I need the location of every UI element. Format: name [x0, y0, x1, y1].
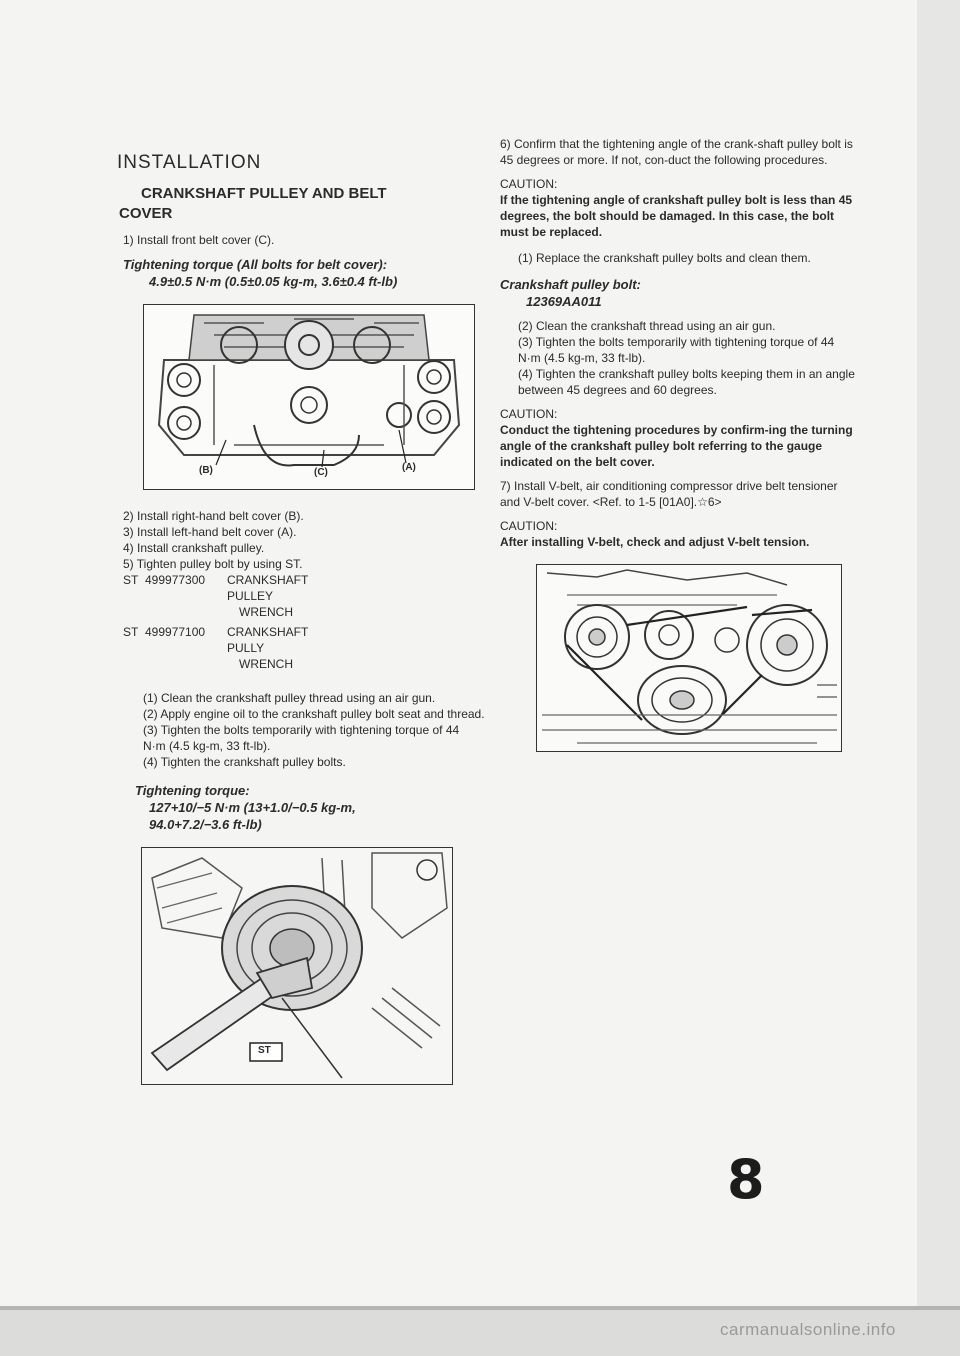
subsection-heading-line2: COVER — [119, 205, 173, 222]
page-number: 8 — [727, 1148, 763, 1211]
st-name-line2: WRENCH — [239, 657, 293, 671]
torque-2-label: Tightening torque: — [135, 783, 250, 798]
st-prefix: ST — [123, 573, 139, 587]
substep-2: (2) Apply engine oil to the crankshaft pulley bolt seat and thread. — [143, 707, 485, 721]
st-name-line1: CRANKSHAFT PULLY — [227, 625, 309, 655]
caution-1-title: CAUTION: — [500, 177, 558, 191]
figure-label-st: ST — [258, 1045, 271, 1056]
bolt-label: Crankshaft pulley bolt: — [500, 277, 641, 292]
right-column — [500, 130, 860, 752]
right-substep-2: (2) Clean the crankshaft thread using an air gun. — [518, 319, 776, 333]
caution-1-text: If the tightening angle of crankshaft pulley bolt is less than 45 degrees, the bolt should be damaged. In this case, the bolt must be replaced. — [500, 193, 853, 239]
torque-1-label: Tightening torque (All bolts for belt cover): — [123, 257, 388, 272]
special-tool-row — [123, 572, 485, 620]
figure-label-c: (C) — [314, 467, 328, 478]
substep-1: (1) Clean the crankshaft pulley thread using an air gun. — [143, 691, 436, 705]
st-name — [227, 624, 347, 672]
subsection-heading-line1: CRANKSHAFT PULLEY AND BELT — [141, 185, 387, 202]
step-5: 5) Tighten pulley bolt by using ST. — [123, 557, 303, 571]
st-prefix: ST — [123, 625, 139, 639]
step-3: 3) Install left-hand belt cover (A). — [123, 525, 297, 539]
step-1: 1) Install front belt cover (C). — [123, 233, 275, 247]
caution-3-title: CAUTION: — [500, 519, 558, 533]
figure-v-belt — [536, 564, 842, 752]
st-number: 499977300 — [145, 573, 206, 587]
figure-belt-covers — [143, 304, 475, 490]
figure-label-b: (B) — [199, 465, 213, 476]
torque-2-line1: 127+10/−5 N·m (13+1.0/−0.5 kg-m, — [149, 800, 356, 815]
caution-3-text: After installing V-belt, check and adjust V-belt tension. — [500, 535, 810, 549]
right-substep-3: (3) Tighten the bolts temporarily with tightening torque of 44 N·m (4.5 kg-m, 33 ft-lb). — [518, 335, 835, 365]
right-substep-4: (4) Tighten the crankshaft pulley bolts keeping them in an angle between 45 degrees and 60 degrees. — [518, 367, 855, 397]
caution-2-text: Conduct the tightening procedures by confirm-ing the turning angle of the crankshaft pulley bolt referring to the gauge indicated on the belt cover. — [500, 423, 853, 469]
torque-2-line2: 94.0+7.2/−3.6 ft-lb) — [149, 817, 262, 832]
st-name-line1: CRANKSHAFT PULLEY — [227, 573, 309, 603]
torque-1-value: 4.9±0.5 N·m (0.5±0.05 kg-m, 3.6±0.4 ft-lb) — [149, 274, 398, 289]
bolt-part-number: 12369AA011 — [526, 294, 602, 309]
figure-pulley-wrench — [141, 847, 453, 1085]
watermark: carmanualsonline.info — [720, 1320, 896, 1339]
substep-4: (4) Tighten the crankshaft pulley bolts. — [143, 755, 346, 769]
st-number: 499977100 — [145, 625, 206, 639]
st-name-line2: WRENCH — [239, 605, 293, 619]
step-2: 2) Install right-hand belt cover (B). — [123, 509, 304, 523]
st-name — [227, 572, 347, 620]
left-column — [105, 150, 485, 1085]
substep-3: (3) Tighten the bolts temporarily with tightening torque of 44 N·m (4.5 kg-m, 33 ft-lb). — [143, 723, 460, 753]
step-6: 6) Confirm that the tightening angle of the crank-shaft pulley bolt is 45 degrees or more. If not, con-duct the following procedures. — [500, 137, 853, 167]
step-7: 7) Install V-belt, air conditioning compressor drive belt tensioner and V-belt cover. <Ref. to 1-5 [01A0].☆6> — [500, 479, 838, 509]
right-substep-1: (1) Replace the crankshaft pulley bolts and clean them. — [518, 251, 811, 265]
figure-label-a: (A) — [402, 462, 416, 473]
section-heading: INSTALLATION — [117, 152, 262, 173]
page-edge-right — [917, 0, 960, 1310]
caution-2-title: CAUTION: — [500, 407, 558, 421]
step-4: 4) Install crankshaft pulley. — [123, 541, 265, 555]
special-tool-row — [123, 624, 485, 672]
